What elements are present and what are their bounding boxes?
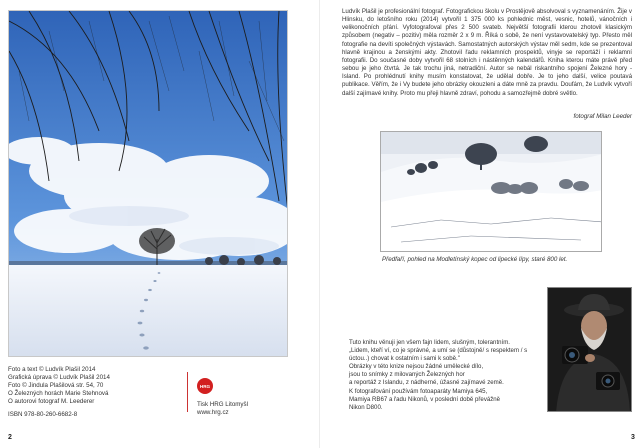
winter-landscape-photo: [8, 10, 288, 357]
dedication-line: K fotografování používám fotoaparáty Mamiya 645,: [349, 387, 488, 395]
snowy-hill-photo: [380, 131, 602, 252]
credit-line: O Železných horách Marie Stehnová: [8, 390, 109, 397]
page-number-right: 3: [631, 434, 635, 441]
author-bio-text: Ludvík Plašil je profesionální fotograf. Fotografickou školu v Prostějově absolvoval s vyznamenáním. Žije v Hlinsku, do letošního roku (2014) vytvořil 1 375 000 ks pohlednic měst, vesnic, hotelů, vánočních i velikonočních přání. Vyfotografoval přes 2 500 svateb. Největší fotografii kterou zhotovil klasickým způsobem (negativ – pozitiv) měla rozměr 2 x 9 m. Říká o sobě, že není vystavovatelský typ. Přesto měl fotografie na devíti společných výstavách. Samostatných autorských výstav měl sedm, kde se prezentoval hlavně krajinou a ženskými akty. Zhotovil řadu reklamních prospektů, vinyje se reportáží i reklamní fotografii. Do současné doby vytvořil 68 stolních i nástěnných kalendářů. Kniha kterou máte právě před sebou je jeho čtvrtá. Je tak trochu jiná, netradiční. Autor se nebál riskantního spojení Železné hory - Island. Po prohlédnutí knihy musím konstatovat, že udělal dobře. Je to jeho další, velice poutavá publikace. Věřím, že i Vy budete jeho obrázky okouzleni a dáte mně za pravdu. Doufám, že Ludvík vytvoří další zajímavé knihy. Proto mu přeji hlavně zdraví, pohodu a samozřejmě dobré světlo.: [342, 8, 632, 97]
credit-line: O autorovi fotograf M. Leederer: [8, 398, 95, 405]
dedication-line: Mamiya RB67 a řadu Nikonů, v poslední době převážně: [349, 395, 501, 403]
dedication-line: a reportáž z Islandu, z nádherné, úžasné zajímavé země.: [349, 379, 504, 387]
credit-line: Grafická úprava © Ludvík Plašil 2014: [8, 374, 110, 381]
isbn: ISBN 978-80-260-6682-8: [8, 411, 78, 418]
signature: fotograf Milan Leeder: [573, 113, 632, 120]
dedication-line: jsou to snímky z milovaných Železných hor: [349, 371, 465, 379]
author-portrait-photo: [547, 287, 632, 412]
dedication-line: Obrázky v této knize nejsou žádné umělecké dílo,: [349, 363, 484, 371]
snowy-hill-illustration: [381, 132, 602, 252]
credit-line: Foto © Jindula Plašilová str. 54, 70: [8, 382, 104, 389]
divider: [187, 372, 188, 412]
printer-logo: HRG: [197, 378, 213, 394]
dedication-block: [349, 339, 537, 412]
dedication-line: Nikon D800.: [349, 403, 383, 411]
printer-info: [197, 401, 248, 417]
page-number-left: 2: [8, 434, 12, 441]
dedication-line: „Lidem, kteří ví, co je správné, a umí se (důstojně/ s respektem / s úctou..) chovat k ostatním i sami k sobě.": [349, 347, 528, 363]
printer-name: Tisk HRG Litomyšl: [197, 401, 248, 408]
dedication-line: Tuto knihu věnuji jen všem fajn lidem, slušným, tolerantním.: [349, 339, 510, 346]
credit-line: Foto a text © Ludvík Plašil 2014: [8, 366, 96, 373]
photographer-portrait-illustration: [548, 288, 632, 412]
printer-url[interactable]: www.hrg.cz: [197, 409, 229, 416]
credits-block: [8, 366, 188, 406]
photo-caption: Předfaří, pohled na Modletínský kopec od lipecké lípy, staré 800 let.: [382, 256, 568, 263]
winter-landscape-illustration: [9, 11, 288, 357]
